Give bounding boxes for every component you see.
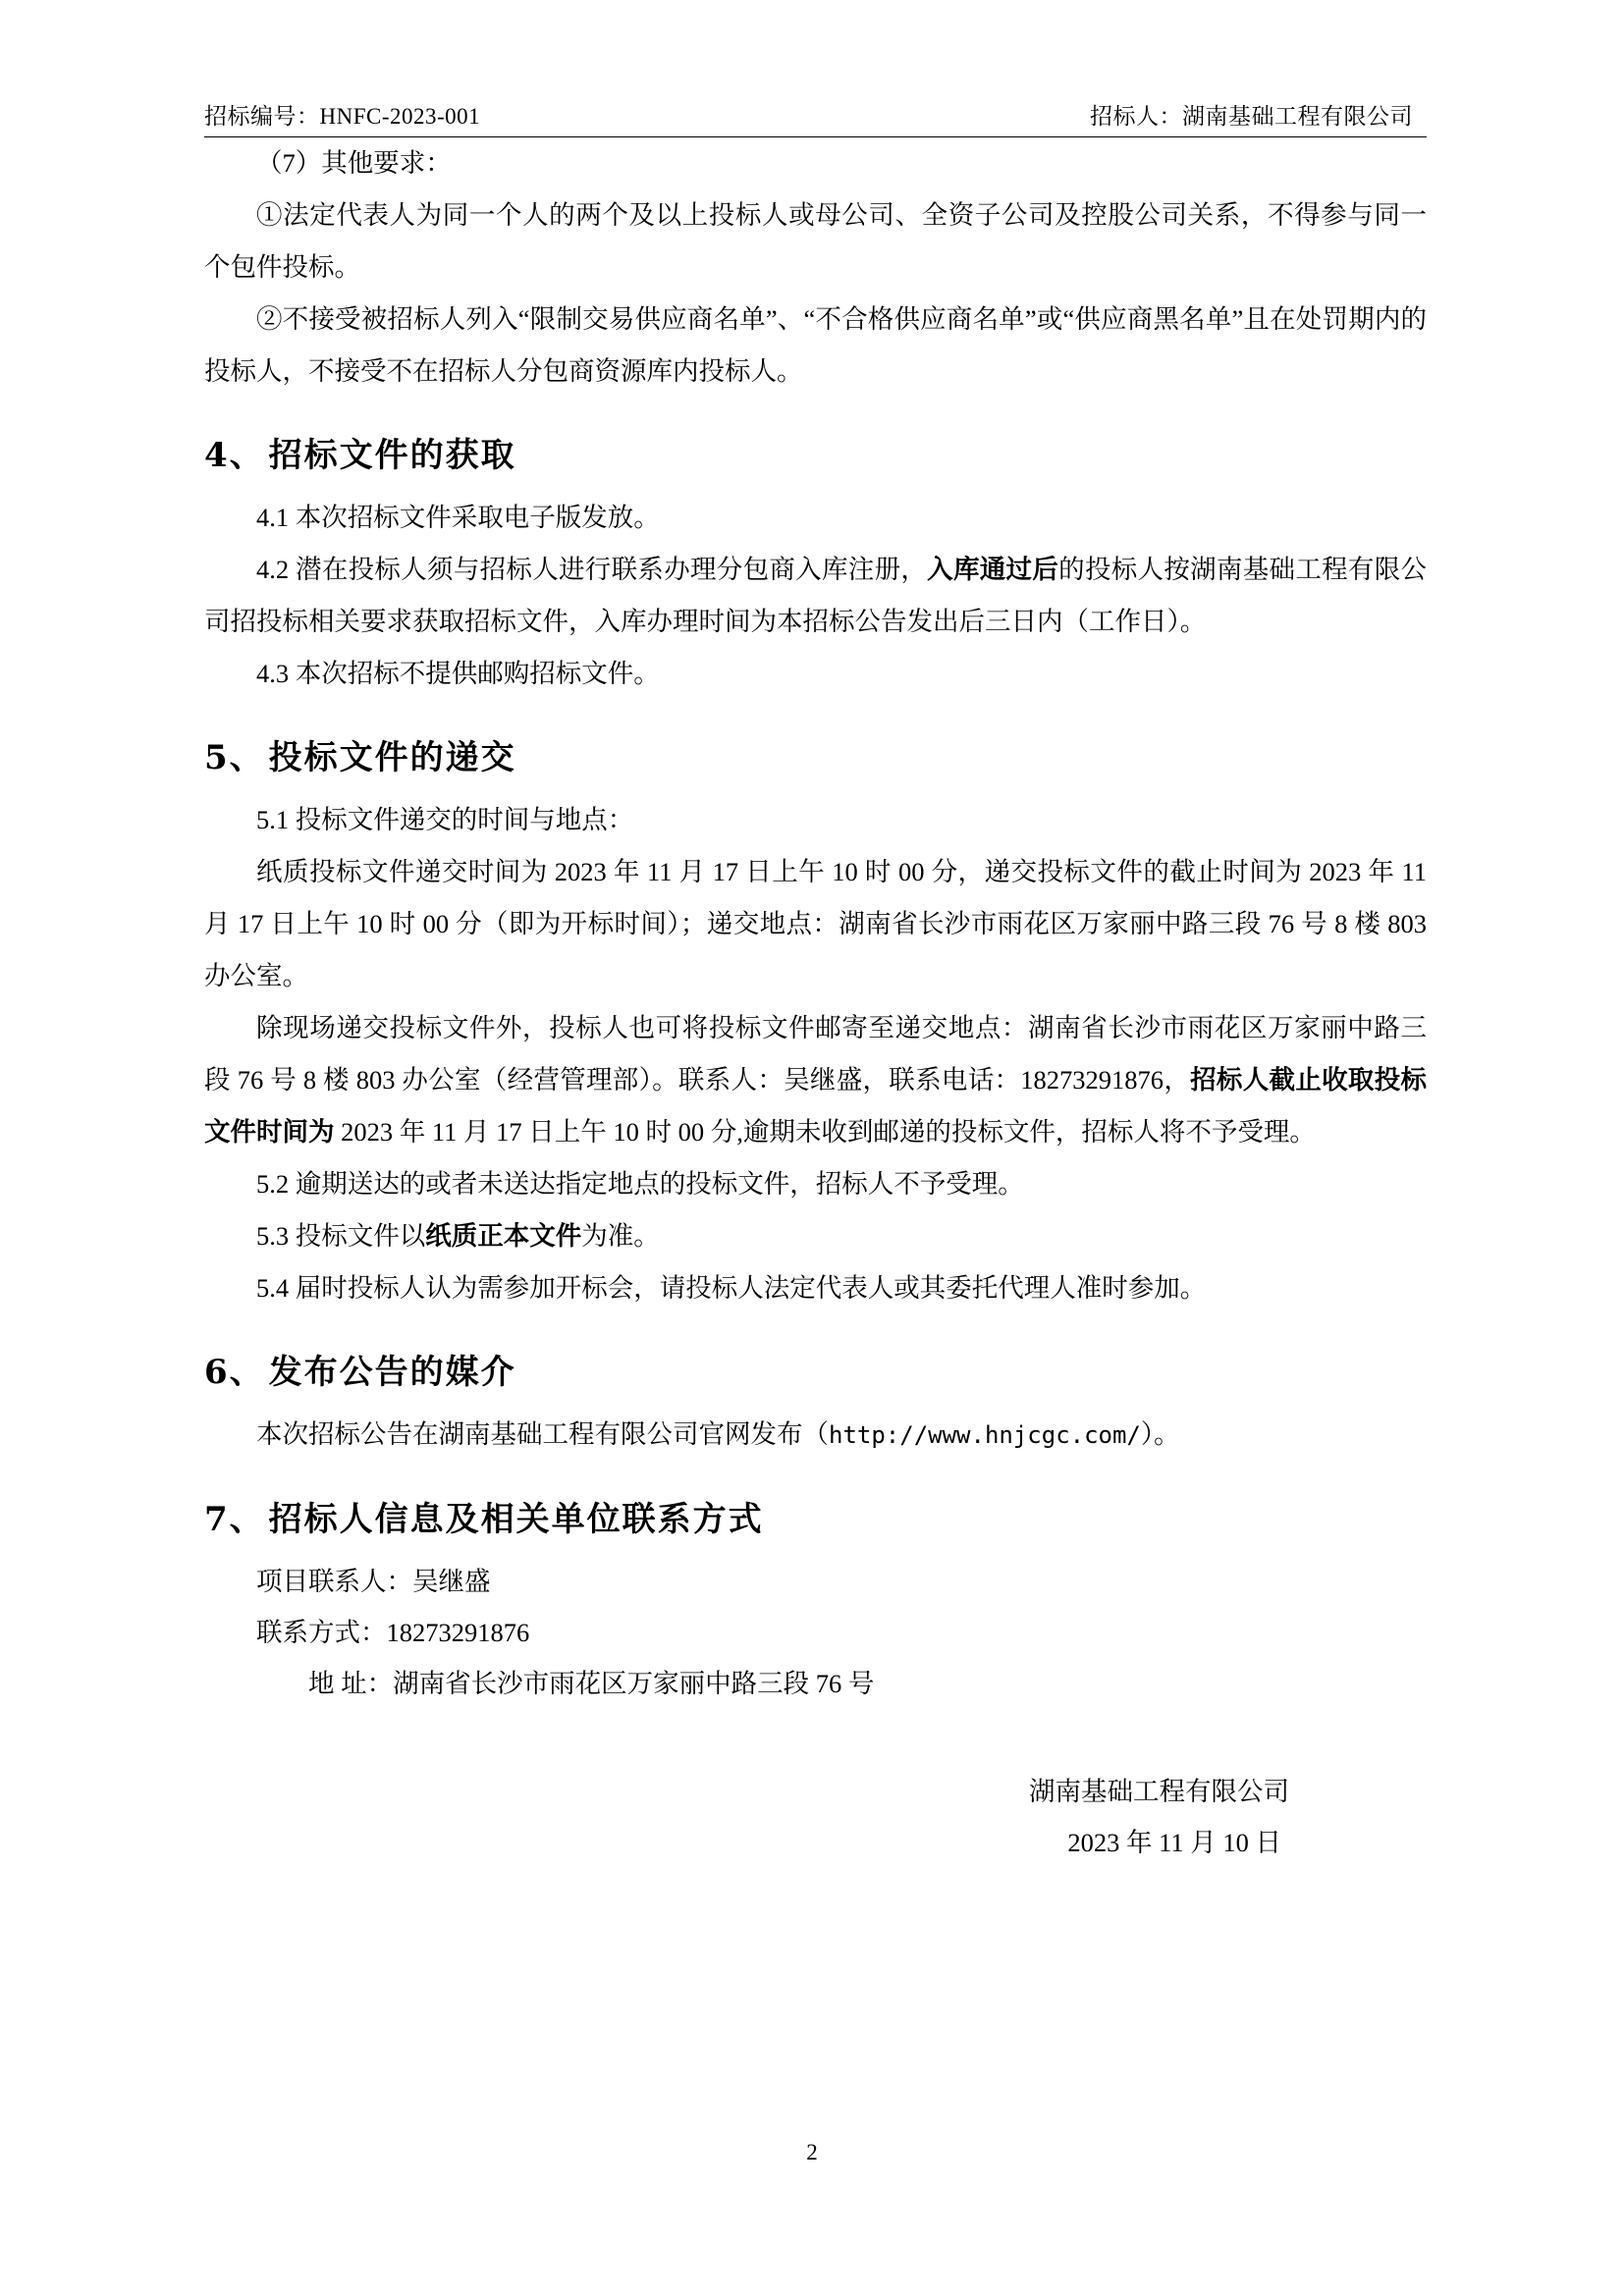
page-header — [204, 98, 1427, 137]
header-tender-number: 招标编号：HNFC-2023-001 — [204, 104, 481, 129]
section-5-3 — [204, 1210, 1427, 1262]
page-number: 2 — [806, 2140, 818, 2164]
section-6-text-b: ）。 — [1140, 1419, 1180, 1449]
section-5-mail-text-c: 2023 年 11 月 17 日上午 10 时 00 分, — [334, 1117, 743, 1147]
section-6-paragraph — [204, 1409, 1427, 1462]
page-content — [204, 98, 1427, 1868]
section-4-3: 4.3 本次招标不提供邮购招标文件。 — [256, 659, 660, 688]
contact-address-line — [204, 1658, 1427, 1709]
signature-company: 湖南基础工程有限公司 — [1029, 1777, 1289, 1806]
contact-phone-value: 18273291876 — [386, 1618, 530, 1647]
section-5-1: 5.1 投标文件递交的时间与地点： — [256, 805, 634, 834]
section-5-mail-bold: 招标人截止收取投标文件时间为 — [204, 1065, 1428, 1147]
section-5-3-bold: 纸质正本文件 — [425, 1221, 582, 1251]
section-5-mail-text-a: 除现场递交投标文件外，投标人也可将投标文件邮寄至递交地点：湖南省长沙市雨花区万家丽中路三段 76 号 8 楼 803 办公室（经营管理部）。联系人：吴继盛，联系电话：18273291876， — [204, 1013, 1427, 1095]
section-5-title: 投标文件的递交 — [268, 738, 516, 777]
section-6-text-a: 本次招标公告在湖南基础工程有限公司官网发布（ — [256, 1419, 829, 1449]
section-4-heading — [204, 427, 1427, 484]
section-4-title: 招标文件的获取 — [268, 436, 516, 475]
section-6-number: 6、 — [204, 1353, 265, 1392]
section-4-2-text-c: 的投标人按湖南基础工程有限公司招投标相关要求获取招标文件，入库办理时间为本招标公告发出后三日内（工作日）。 — [204, 555, 1428, 636]
section-5-3-text-c: 为准。 — [581, 1221, 660, 1251]
section-7-heading — [204, 1491, 1427, 1548]
section-4-number: 4、 — [204, 436, 265, 475]
section-7-number: 7、 — [204, 1500, 265, 1539]
section-4-2-bold: 入库通过后 — [927, 555, 1059, 584]
signature-block — [204, 1766, 1427, 1868]
section-5-2: 5.2 逾期送达的或者未送达指定地点的投标文件，招标人不予受理。 — [256, 1169, 1024, 1199]
contact-phone-label: 联系方式： — [256, 1618, 387, 1647]
item-7-sub-2: ②不接受被招标人列入“限制交易供应商名单”、“不合格供应商名单”或“供应商黑名单”且在处罚期内的投标人，不接受不在招标人分包商资源库内投标人。 — [204, 304, 1427, 386]
section-5-1-mail — [204, 1002, 1427, 1158]
item-7-sub-1: ①法定代表人为同一个人的两个及以上投标人或母公司、全资子公司及控股公司关系，不得参与同一个包件投标。 — [204, 200, 1427, 282]
section-4-2-text-a: 4.2 潜在投标人须与招标人进行联系办理分包商入库注册， — [256, 555, 928, 584]
contact-person-line — [204, 1556, 1427, 1607]
contact-address-label: 地 址： — [308, 1669, 394, 1698]
contact-address-value: 湖南省长沙市雨花区万家丽中路三段 76 号 — [393, 1669, 875, 1698]
section-7-title: 招标人信息及相关单位联系方式 — [268, 1500, 764, 1539]
contact-person-value: 吴继盛 — [412, 1567, 491, 1596]
section-5-heading — [204, 729, 1427, 786]
section-5-3-text-a: 5.3 投标文件以 — [256, 1221, 426, 1251]
item-7-other-requirements: （7）其他要求： — [256, 148, 452, 178]
section-5-1-detail: 纸质投标文件递交时间为 2023 年 11 月 17 日上午 10 时 00 分，递交投标文件的截止时间为 2023 年 11 月 17 日上午 10 时 00 分（即为开标时间）；递交地点：湖南省长沙市雨花区万家丽中路三段 76 号 8 楼 803 办公室。 — [204, 857, 1427, 990]
official-website-url[interactable]: http://www.hnjcgc.com/ — [829, 1421, 1141, 1449]
section-6-title: 发布公告的媒介 — [268, 1353, 516, 1392]
section-4-2 — [204, 544, 1427, 648]
section-5-mail-text-d: 逾期未收到邮递的投标文件，招标人将不予受理。 — [742, 1117, 1316, 1147]
section-5-4: 5.4 届时投标人认为需参加开标会，请投标人法定代表人或其委托代理人准时参加。 — [256, 1273, 1207, 1303]
section-4-1: 4.1 本次招标文件采取电子版发放。 — [256, 503, 660, 532]
header-tenderer: 招标人：湖南基础工程有限公司 — [1090, 104, 1413, 129]
section-5-number: 5、 — [204, 738, 265, 777]
contact-phone-line — [204, 1607, 1427, 1658]
contact-person-label: 项目联系人： — [256, 1567, 412, 1596]
signature-date: 2023 年 11 月 10 日 — [1067, 1828, 1281, 1857]
section-6-heading — [204, 1344, 1427, 1401]
